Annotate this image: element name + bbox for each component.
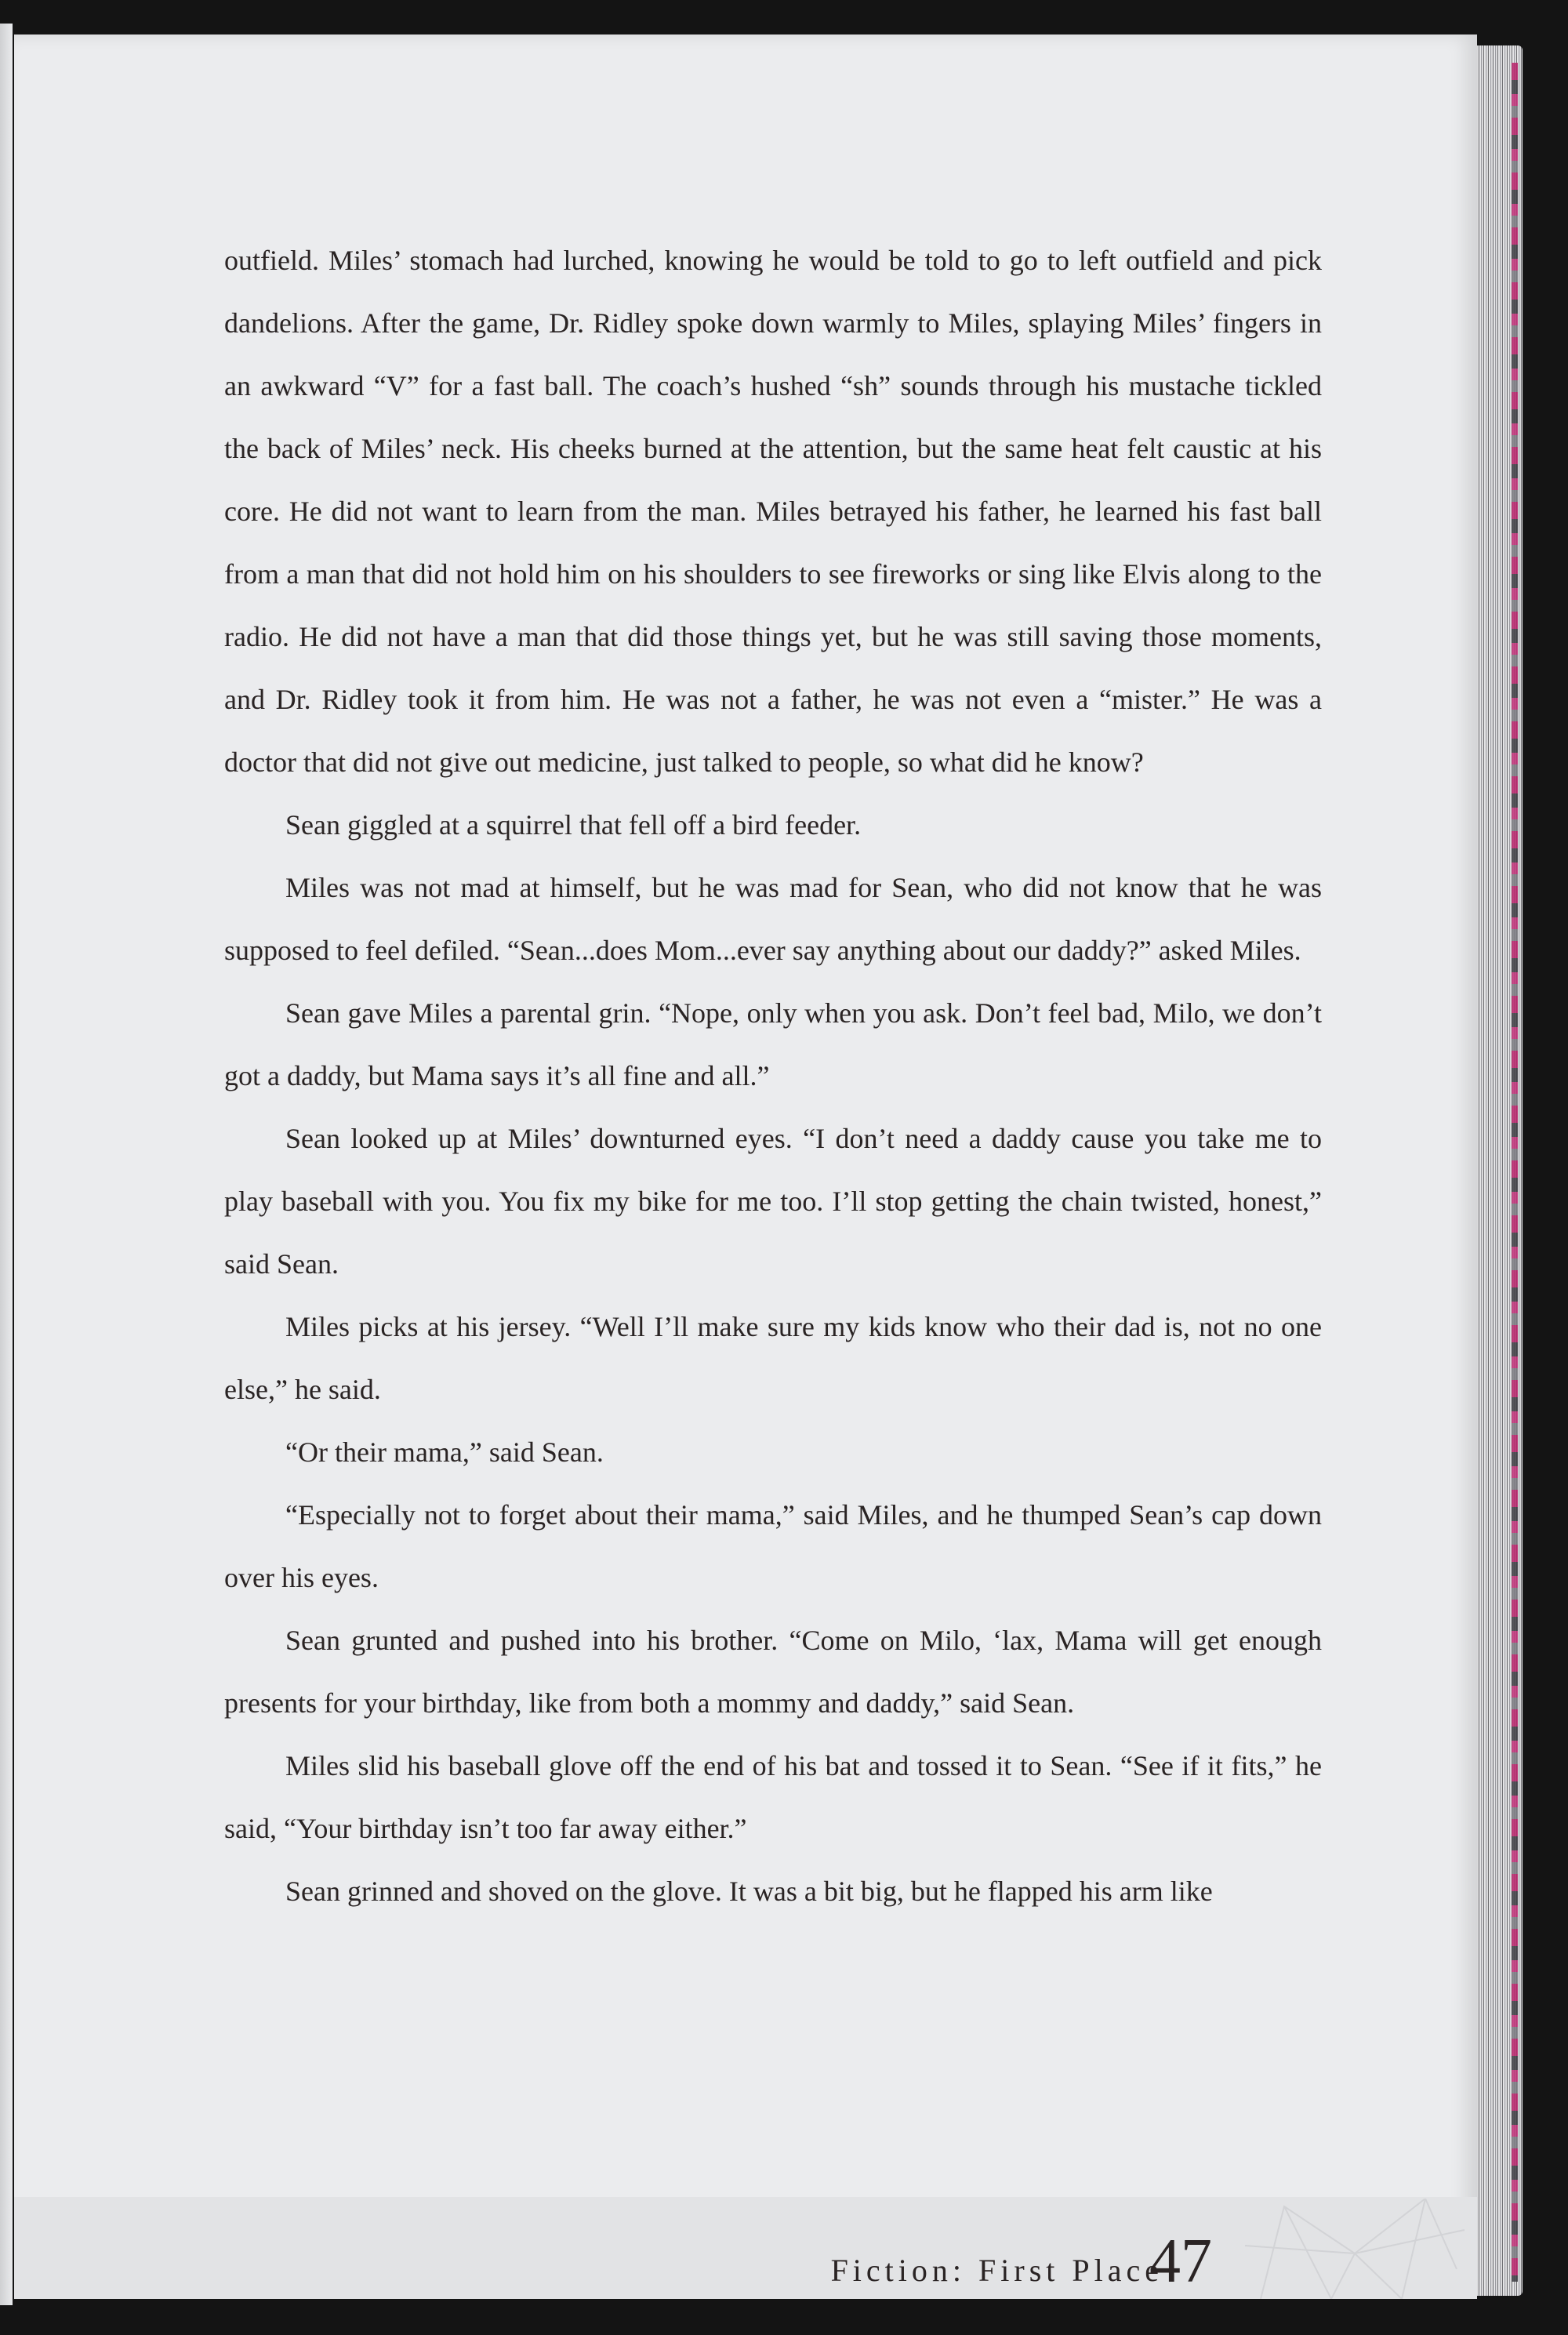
paragraph: outfield. Miles’ stomach had lurched, knowing he would be told to go to left outfield and pick dandelions. After the game, Dr. Ridley spoke down warmly to Miles, splaying Miles’ fingers in an awkward “V” for a fast ball. The coach’s hushed “sh” sounds through his mustache tickled the back of Miles’ neck. His cheeks burned at the attention, but the same heat felt caustic at his core. He did not want to learn from the man. Miles betrayed his father, he learned his fast ball from a man that did not hold him on his shoulders to see fireworks or sing like Elvis along to the radio. He did not have a man that did those things yet, but he was still saving those moments, and Dr. Ridley took it from him. He was not a father, he was not even a “mister.” He was a doctor that did not give out medicine, just talked to people, so what did he know? (224, 245, 1322, 778)
paragraph: Miles picks at his jersey. “Well I’ll make sure my kids know who their dad is, not no one else,” he said. (224, 1311, 1322, 1405)
paragraph: Sean grunted and pushed into his brother. “Come on Milo, ‘lax, Mama will get enough presents for your birthday, like from both a mommy and daddy,” said Sean. (224, 1625, 1322, 1719)
running-footer-title: Fiction: First Place (830, 2253, 1163, 2288)
paragraph: Miles was not mad at himself, but he was mad for Sean, who did not know that he was supposed to feel defiled. “Sean...does Mom...ever say anything about our daddy?” asked Miles. (224, 872, 1322, 966)
paragraph: Sean grinned and shoved on the glove. It was a bit big, but he flapped his arm like (285, 1876, 1213, 1907)
page-number: 47 (1149, 2227, 1212, 2296)
body-text (224, 229, 1322, 1923)
footer-geometric-decoration (1245, 2199, 1465, 2299)
book-page (14, 34, 1477, 2299)
paragraph: Sean looked up at Miles’ downturned eyes. “I don’t need a daddy cause you take me to play baseball with you. You fix my bike for me too. I’ll stop getting the chain twisted, honest,” said Sean. (224, 1123, 1322, 1280)
paragraph: “Especially not to forget about their mama,” said Miles, and he thumped Sean’s cap down over his eyes. (224, 1499, 1322, 1593)
paragraph: Sean gave Miles a parental grin. “Nope, only when you ask. Don’t feel bad, Milo, we don’t got a daddy, but Mama says it’s all fine and all.” (224, 997, 1322, 1091)
paragraph: Miles slid his baseball glove off the end of his bat and tossed it to Sean. “See if it fits,” he said, “Your birthday isn’t too far away either.” (224, 1750, 1322, 1844)
paragraph: “Or their mama,” said Sean. (285, 1436, 604, 1468)
paragraph: Sean giggled at a squirrel that fell off a bird feeder. (285, 809, 862, 841)
facing-page-edge (0, 24, 13, 2305)
page-edge-color-band (1512, 63, 1518, 2282)
